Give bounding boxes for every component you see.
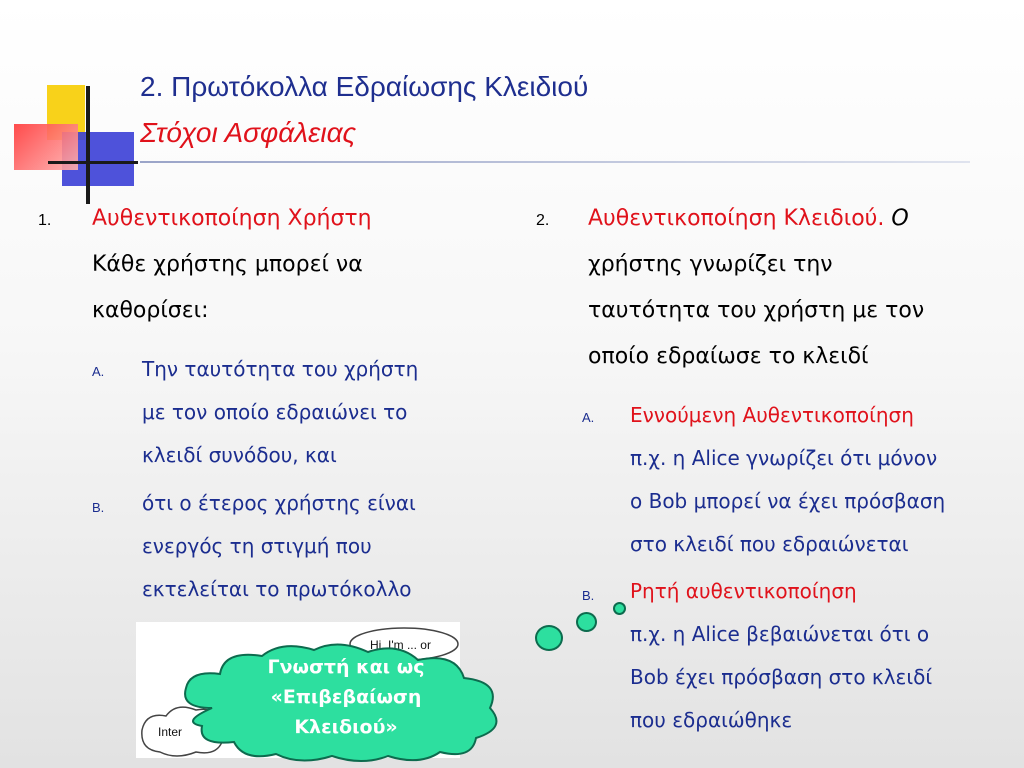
speech-bubble-text: Hi, I'm ... or bbox=[370, 638, 431, 652]
sub-letter-a: A. bbox=[92, 364, 105, 379]
right-subpoint-a bbox=[630, 394, 945, 566]
right-intro-line: οποίο εδραίωσε το κλειδί bbox=[588, 344, 869, 369]
list-item-line: Bob έχει πρόσβαση στο κλειδί bbox=[630, 665, 933, 689]
list-item-line: π.χ. η Alice βεβαιώνεται ότι ο bbox=[630, 622, 930, 646]
list-item-line: ενεργός τη στιγμή που bbox=[142, 534, 372, 558]
right-main-point bbox=[588, 196, 924, 380]
callout-text bbox=[240, 652, 452, 742]
right-subpoint-b bbox=[630, 570, 932, 742]
left-heading: Αυθεντικοποίηση Χρήστη bbox=[92, 206, 372, 231]
callout-line: «Επιβεβαίωση bbox=[270, 686, 422, 708]
thought-bubble-dot bbox=[613, 602, 626, 615]
list-item-line: που εδραιώθηκε bbox=[630, 708, 793, 732]
list-number-1: 1. bbox=[38, 212, 52, 229]
page-subtitle: Στόχοι Ασφάλειας bbox=[140, 117, 357, 148]
callout-line: Γνωστή και ως bbox=[267, 656, 425, 678]
subpoint-heading: Ρητή αυθεντικοποίηση bbox=[630, 579, 857, 603]
sub-letter-b: B. bbox=[582, 588, 595, 603]
title-divider bbox=[140, 161, 970, 163]
list-number-2: 2. bbox=[536, 212, 550, 229]
list-item-line: στο κλειδί που εδραιώνεται bbox=[630, 532, 909, 556]
list-item-line: ότι ο έτερος χρήστης είναι bbox=[142, 491, 416, 515]
thought-bubble-dot bbox=[576, 612, 597, 632]
left-main-point bbox=[92, 196, 372, 334]
subpoint-heading: Εννούμενη Αυθεντικοποίηση bbox=[630, 403, 914, 427]
right-heading-rest: Ο bbox=[884, 206, 909, 231]
right-heading: Αυθεντικοποίηση Κλειδιού. bbox=[588, 206, 885, 231]
internet-cloud-text: Inter bbox=[158, 725, 183, 739]
right-intro-line: ταυτότητα του χρήστη με τον bbox=[588, 298, 925, 323]
decorative-logo bbox=[0, 0, 140, 210]
list-item-line: π.χ. η Alice γνωρίζει ότι μόνον bbox=[630, 446, 938, 470]
page-title: 2. Πρωτόκολλα Εδραίωσης Κλειδιού bbox=[140, 71, 589, 102]
list-item-line: με τον οποίο εδραιώνει το bbox=[142, 400, 408, 424]
list-item-line: κλειδί συνόδου, και bbox=[142, 443, 337, 467]
left-intro-line: καθορίσει: bbox=[92, 298, 209, 323]
list-item-line: ο Bob μπορεί να έχει πρόσβαση bbox=[630, 489, 946, 513]
right-intro-line: χρήστης γνωρίζει την bbox=[588, 252, 833, 277]
left-subpoint-a bbox=[142, 348, 418, 477]
sub-letter-a: A. bbox=[582, 410, 595, 425]
left-subpoint-b bbox=[142, 482, 416, 611]
sub-letter-b: B. bbox=[92, 500, 105, 515]
thought-bubble-dot bbox=[535, 625, 563, 651]
list-item-line: εκτελείται το πρωτόκολλο bbox=[142, 577, 412, 601]
list-item-line: Την ταυτότητα του χρήστη bbox=[142, 357, 419, 381]
left-intro-line: Κάθε χρήστης μπορεί να bbox=[92, 252, 363, 277]
callout-line: Κλειδιού» bbox=[294, 716, 398, 738]
